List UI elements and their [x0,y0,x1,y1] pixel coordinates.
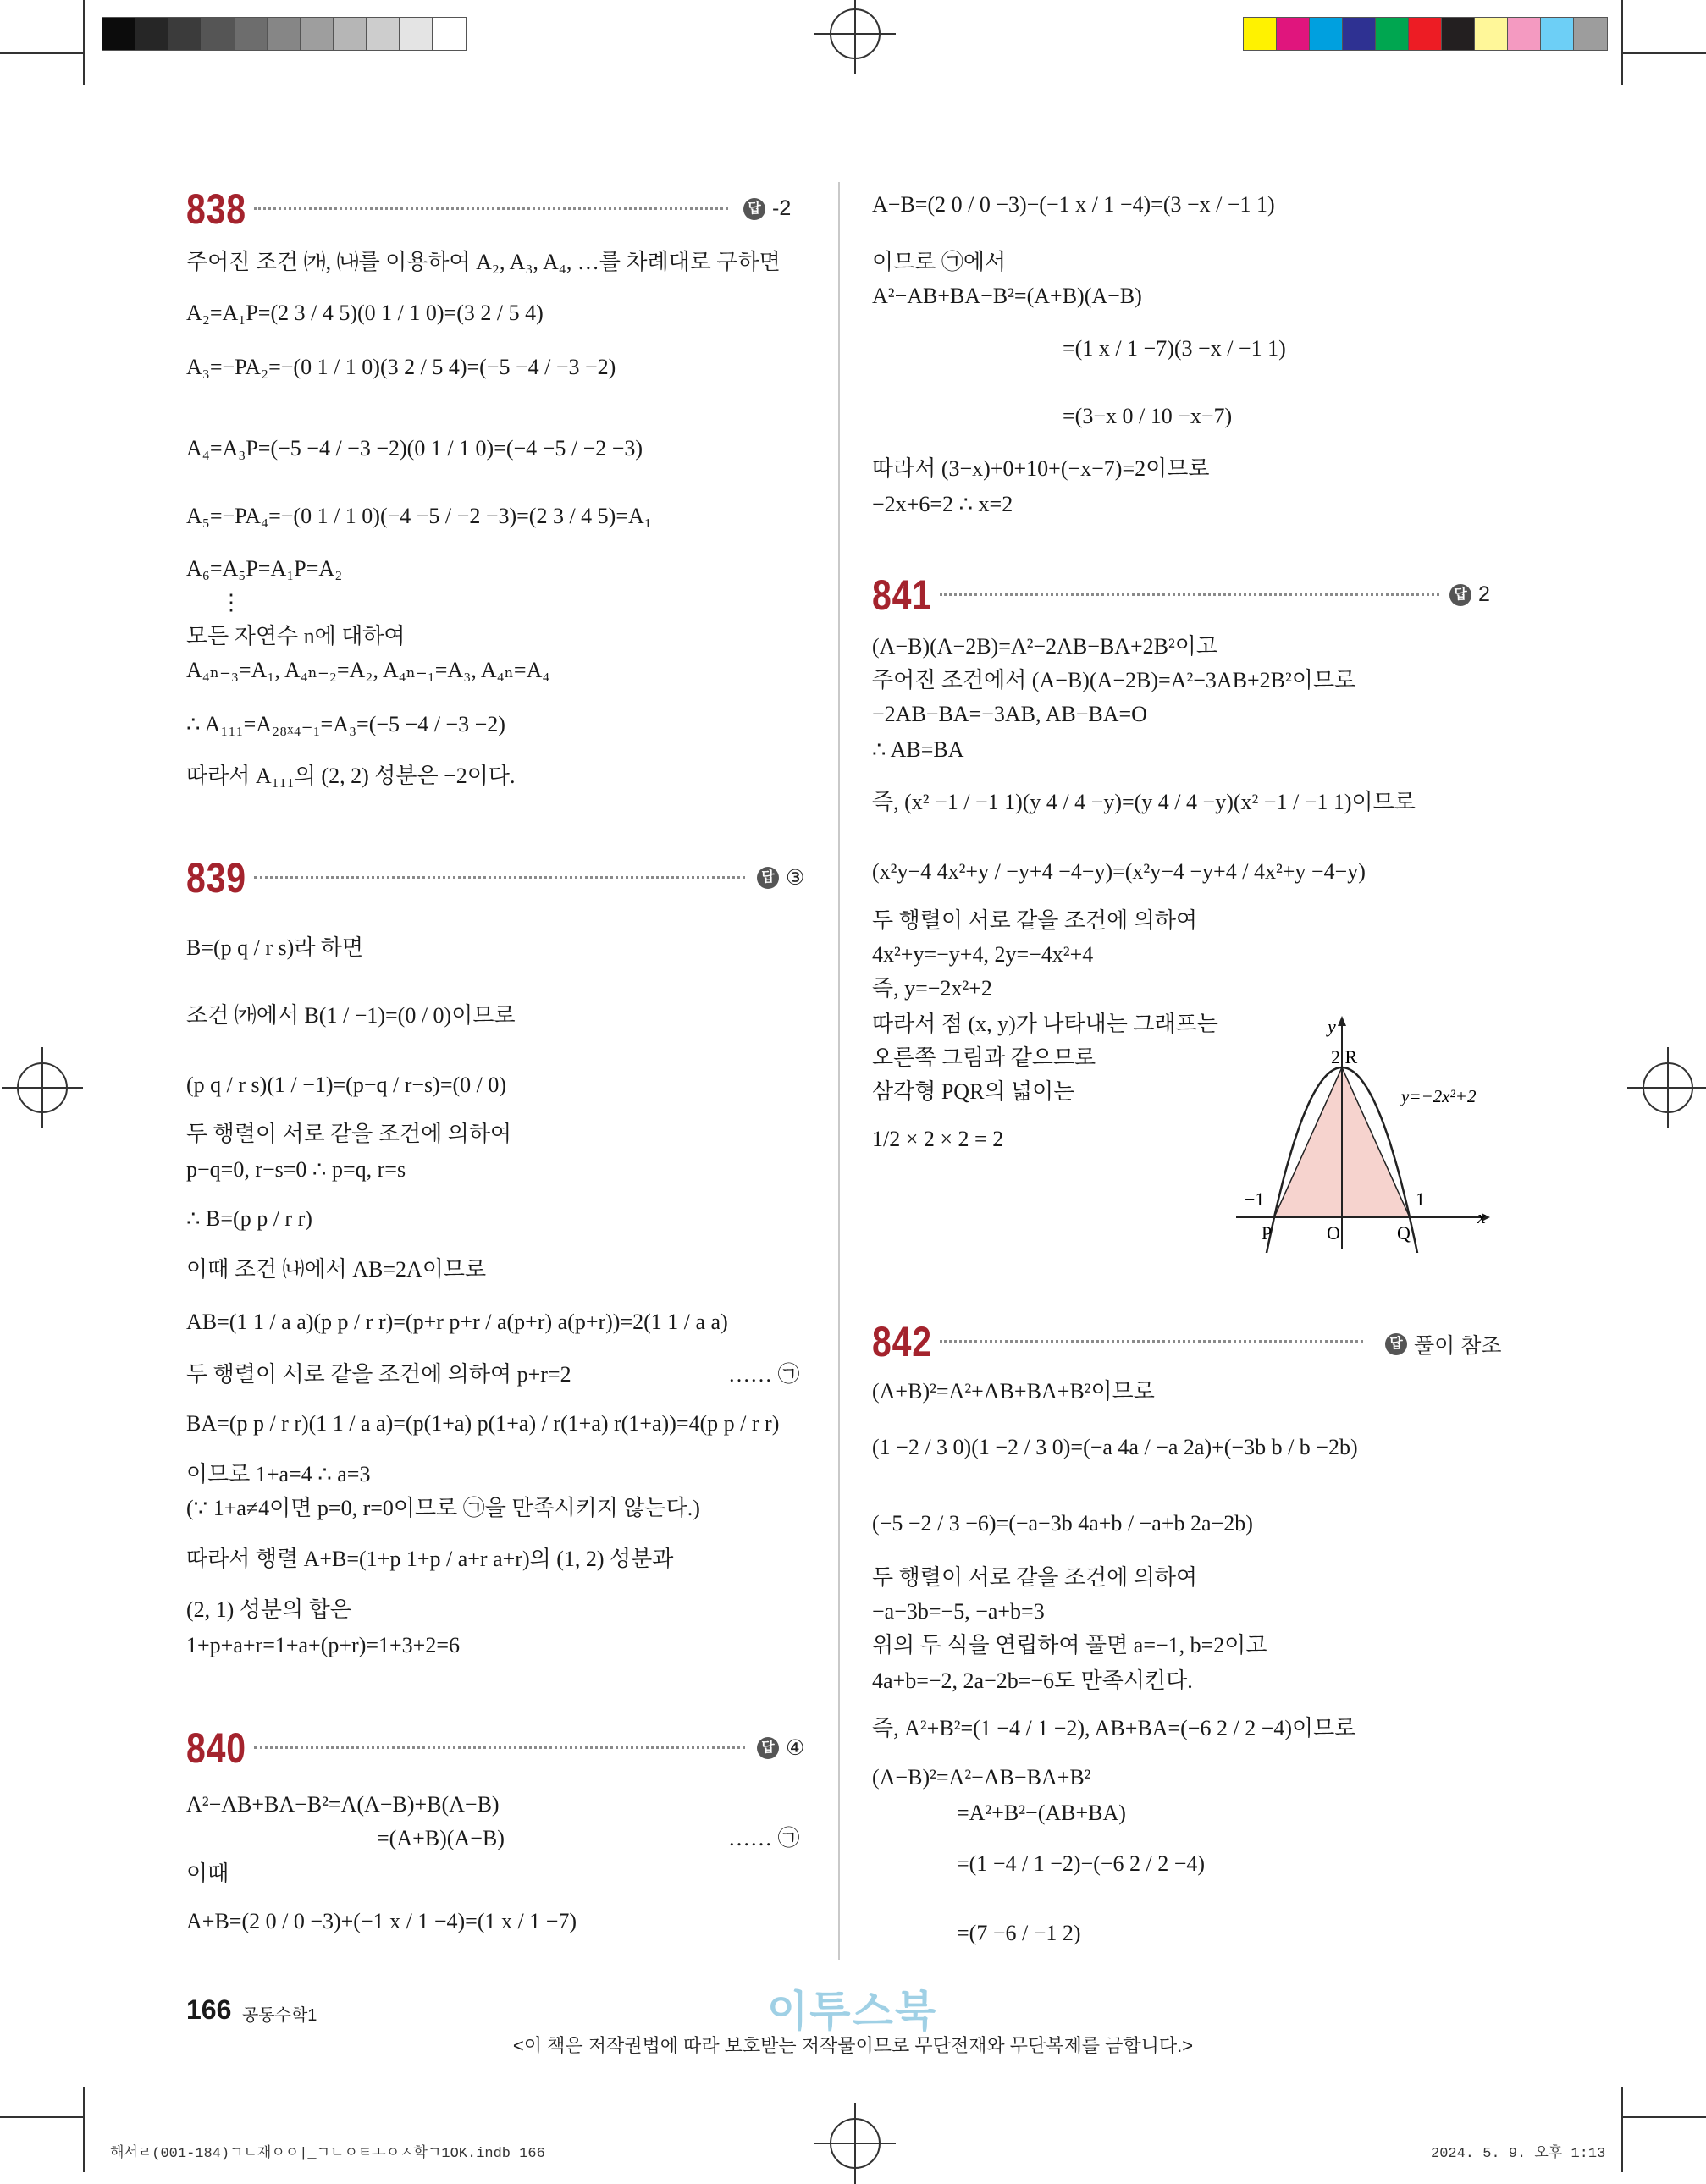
solution-line: A²−AB+BA−B²=A(A−B)+B(A−B) [186,1792,500,1817]
dotted-leader [940,1340,1363,1343]
solution-line: A²−AB+BA−B²=(A+B)(A−B) [872,284,1142,308]
problem-number: 838 [186,185,246,233]
crop-mark [83,2087,85,2172]
crop-mark [1621,52,1706,54]
color-swatch [1276,17,1311,51]
solution-line: 따라서 점 (x, y)가 나타내는 그래프는 [872,1012,1218,1036]
solution-line: A₂=A₁P=(2 3 / 4 5)(0 1 / 1 0)=(3 2 / 5 4) [186,301,544,325]
solution-line: (A+B)²=A²+AB+BA+B²이므로 [872,1379,1155,1404]
solution-line: 이므로 ㉠에서 [872,250,1007,274]
answer-badge: 답 2 [1449,582,1490,607]
color-swatch [1507,17,1542,51]
label-p: P [1262,1222,1273,1244]
answer-badge: 답 ③ [757,865,804,891]
y-axis-arrow-icon [1338,1016,1346,1026]
gray-swatch [102,17,136,51]
solution-line: 따라서 A₁₁₁의 (2, 2) 성분은 −2이다. [186,764,516,788]
solution-line: 즉, (x² −1 / −1 1)(y 4 / 4 −y)=(y 4 / 4 −y)(x² −1 / −1 1)이므로 [872,790,1416,814]
solution-line: A₆=A₅P=A₁P=A₂ [186,556,343,581]
dotted-leader [940,593,1439,596]
crop-mark [1621,0,1623,85]
file-info: 해서ㄹ(001-184)ㄱㄴ재ㅇㅇ|_ㄱㄴㅇㅌㅗㅇㅅ학ㄱ1OK.indb 166 [110,2146,545,2162]
gray-swatch [432,17,467,51]
solution-line: 이므로 1+a=4 ∴ a=3 [186,1462,371,1486]
solution-line: 따라서 (3−x)+0+10+(−x−7)=2이므로 [872,456,1210,481]
problem-number: 840 [186,1724,246,1772]
gray-swatch [366,17,400,51]
gray-swatch [168,17,202,51]
solution-line: 이때 조건 ㈏에서 AB=2A이므로 [186,1257,487,1282]
page-number: 166 [186,1994,232,2025]
solution-line: =(1 x / 1 −7)(3 −x / −1 1) [1063,336,1286,361]
solution-line: A₅=−PA₄=−(0 1 / 1 0)(−4 −5 / −2 −3)=(2 3 / 4 5)=A₁ [186,504,652,528]
label-o: O [1327,1222,1340,1244]
answer-icon: 답 [1385,1333,1407,1355]
solution-line: BA=(p p / r r)(1 1 / a a)=(p(1+a) p(1+a) / r(1+a) r(1+a))=4(p p / r r) [186,1411,780,1436]
solution-line: (A−B)²=A²−AB−BA+B² [872,1765,1091,1790]
solution-line: (p q / r s)(1 / −1)=(p−q / r−s)=(0 / 0) [186,1073,507,1097]
solution-line: (x²y−4 4x²+y / −y+4 −4−y)=(x²y−4 −y+4 / 4x²+y −4−y) [872,859,1366,884]
answer-icon: 답 [1449,584,1471,606]
label-r: 2 R [1331,1046,1358,1067]
crop-mark [1621,2087,1623,2172]
parabola-graph [1228,1007,1499,1253]
color-swatch [1408,17,1443,51]
solution-line: 주어진 조건에서 (A−B)(A−2B)=A²−3AB+2B²이므로 [872,668,1356,692]
solution-line: 1/2 × 2 × 2 = 2 [872,1127,1004,1151]
color-swatch [1573,17,1608,51]
solution-line: −2AB−BA=−3AB, AB−BA=O [872,702,1147,726]
y-axis-label: y [1328,1016,1336,1037]
color-swatch [1474,17,1509,51]
solution-line: ∴ A₁₁₁=A₂₈ₓ₄₋₁=A₃=(−5 −4 / −3 −2) [186,712,505,736]
solution-line: 4a+b=−2, 2a−2b=−6도 만족시킨다. [872,1668,1193,1693]
color-swatch [1309,17,1344,51]
gray-swatch [135,17,169,51]
solution-line: 삼각형 PQR의 넓이는 [872,1079,1075,1104]
answer-badge: 답 ④ [757,1735,804,1761]
solution-line: =(A+B)(A−B) [377,1826,505,1850]
solution-line: 두 행렬이 서로 같을 조건에 의하여 [872,1565,1198,1590]
solution-line: =A²+B²−(AB+BA) [957,1801,1126,1825]
gray-swatch [201,17,235,51]
solution-line: 즉, A²+B²=(1 −4 / 1 −2), AB+BA=(−6 2 / 2 −4)이므로 [872,1716,1356,1740]
solution-line: 즉, y=−2x²+2 [872,976,992,1001]
solution-line: ∴ AB=BA [872,737,964,762]
label-q: Q [1397,1222,1411,1244]
solution-line: ⋮ [220,590,242,615]
solution-line: 1+p+a+r=1+a+(p+r)=1+3+2=6 [186,1633,461,1657]
color-swatch [1375,17,1410,51]
gray-swatch [300,17,334,51]
answer-badge: 답 풀이 참조 [1385,1329,1502,1359]
registration-mark-icon [17,1062,68,1113]
problem-number: 839 [186,854,246,902]
crop-mark [0,2116,85,2118]
x-axis-label: x [1477,1206,1486,1227]
gray-swatch [333,17,367,51]
curve-label: y=−2x²+2 [1401,1086,1477,1106]
copyright-notice: <이 책은 저작권법에 따라 보호받는 저작물이므로 무단전재와 무단복제를 금합니다.> [512,2035,1194,2056]
crop-mark [83,0,85,85]
solution-line: 조건 ㈎에서 B(1 / −1)=(0 / 0)이므로 [186,1003,516,1028]
crop-mark [1621,2116,1706,2118]
solution-line: 두 행렬이 서로 같을 조건에 의하여 p+r=2 [186,1362,571,1387]
color-swatch [1243,17,1278,51]
solution-line: (2, 1) 성분의 합은 [186,1597,351,1622]
color-swatch [1441,17,1476,51]
column-divider [838,182,840,1960]
problem-number: 841 [872,571,932,619]
equation-marker: …… ㉠ [728,1362,800,1387]
gray-swatch [399,17,433,51]
registration-mark-icon [1643,1062,1693,1113]
solution-line: A−B=(2 0 / 0 −3)−(−1 x / 1 −4)=(3 −x / −1 1) [872,192,1275,217]
color-swatch [1342,17,1377,51]
label-pos1: 1 [1416,1189,1425,1210]
solution-line: (A−B)(A−2B)=A²−2AB−BA+2B²이고 [872,634,1218,659]
registration-mark-icon [830,8,881,59]
solution-line: AB=(1 1 / a a)(p p / r r)=(p+r p+r / a(p+r) a(p+r))=2(1 1 / a a) [186,1310,728,1334]
print-date: 2024. 5. 9. 오후 1:13 [1431,2146,1606,2162]
answer-badge: 답 -2 [743,196,791,221]
label-neg1: −1 [1245,1189,1265,1210]
solution-line: 모든 자연수 n에 대하여 [186,624,406,648]
answer-icon: 답 [743,198,765,220]
solution-line: (−5 −2 / 3 −6)=(−a−3b 4a+b / −a+b 2a−2b) [872,1511,1253,1536]
solution-line: 따라서 행렬 A+B=(1+p 1+p / a+r a+r)의 (1, 2) 성분과 [186,1547,674,1571]
solution-line: 두 행렬이 서로 같을 조건에 의하여 [872,908,1198,933]
registration-mark-icon [830,2118,881,2169]
solution-line: −a−3b=−5, −a+b=3 [872,1599,1045,1624]
solution-line: 오른쪽 그림과 같으므로 [872,1045,1096,1070]
solution-line: 이때 [186,1861,229,1886]
dotted-leader [254,876,745,879]
solution-line: 주어진 조건 ㈎, ㈏를 이용하여 A₂, A₃, A₄, …를 차례대로 구하면 [186,250,781,274]
gray-swatch [234,17,268,51]
solution-line: =(1 −4 / 1 −2)−(−6 2 / 2 −4) [957,1851,1206,1876]
book-title: 공통수학1 [242,2006,317,2025]
publisher-logo: 이투스북 [767,1988,938,2035]
solution-line: (∵ 1+a≠4이면 p=0, r=0이므로 ㉠을 만족시키지 않는다.) [186,1496,700,1520]
dotted-leader [254,207,728,210]
solution-line: (1 −2 / 3 0)(1 −2 / 3 0)=(−a 4a / −a 2a)+(−3b b / b −2b) [872,1435,1358,1459]
solution-line: B=(p q / r s)라 하면 [186,935,364,960]
equation-marker: …… ㉠ [728,1826,800,1850]
solution-line: p−q=0, r−s=0 ∴ p=q, r=s [186,1157,406,1182]
solution-line: A₃=−PA₂=−(0 1 / 1 0)(3 2 / 5 4)=(−5 −4 / −3 −2) [186,355,616,379]
dotted-leader [254,1746,745,1749]
color-swatch [1540,17,1575,51]
problem-number: 842 [872,1318,932,1365]
crop-mark [0,52,85,54]
solution-line: =(7 −6 / −1 2) [957,1921,1081,1945]
solution-line: 4x²+y=−y+4, 2y=−4x²+4 [872,942,1094,967]
solution-line: ∴ B=(p p / r r) [186,1206,312,1231]
solution-line: =(3−x 0 / 10 −x−7) [1063,404,1233,428]
solution-line: −2x+6=2 ∴ x=2 [872,492,1013,516]
gray-swatch [267,17,301,51]
answer-icon: 답 [757,867,779,889]
solution-line: A₄=A₃P=(−5 −4 / −3 −2)(0 1 / 1 0)=(−4 −5 / −2 −3) [186,436,643,461]
solution-line: A+B=(2 0 / 0 −3)+(−1 x / 1 −4)=(1 x / 1 −7) [186,1909,577,1933]
solution-line: A₄ₙ₋₃=A₁, A₄ₙ₋₂=A₂, A₄ₙ₋₁=A₃, A₄ₙ=A₄ [186,658,550,682]
solution-line: 두 행렬이 서로 같을 조건에 의하여 [186,1122,512,1146]
answer-icon: 답 [757,1737,779,1759]
solution-line: 위의 두 식을 연립하여 풀면 a=−1, b=2이고 [872,1633,1267,1657]
